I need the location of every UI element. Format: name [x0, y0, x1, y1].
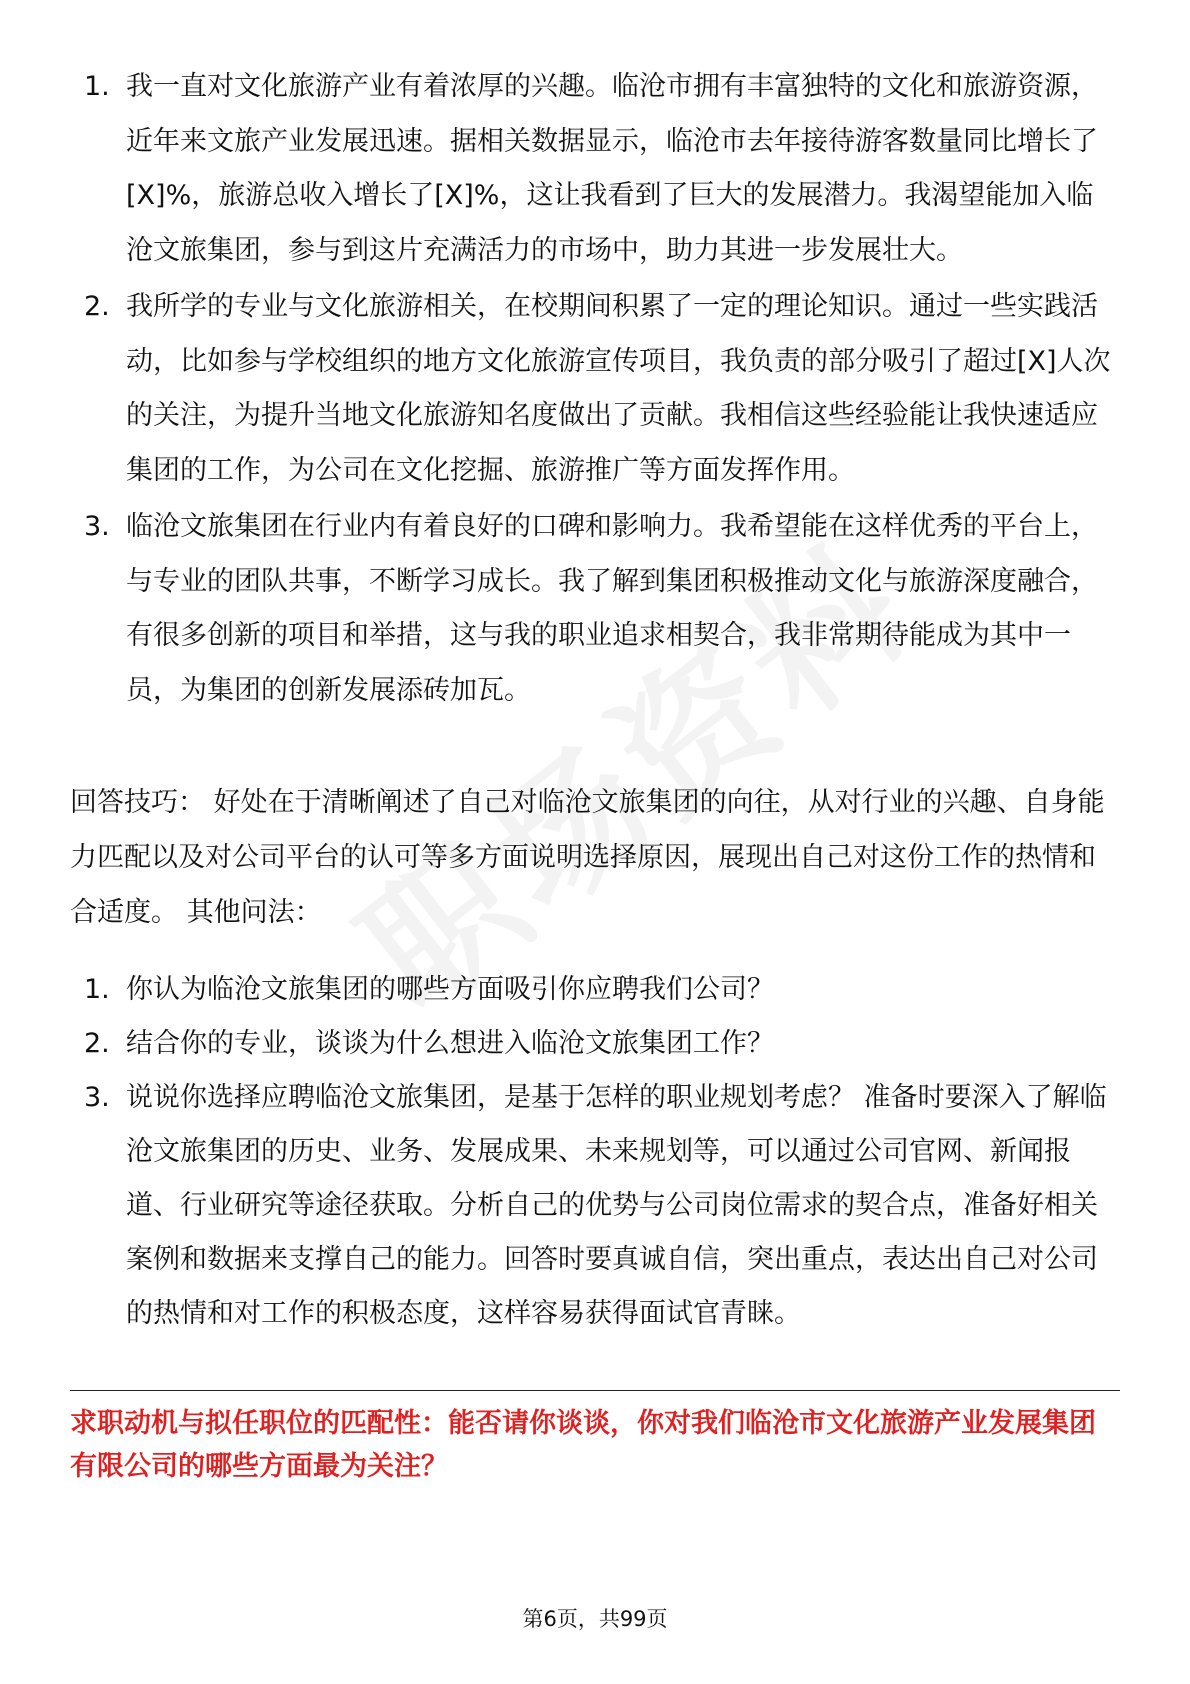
list-item-text: 你认为临沧文旅集团的哪些方面吸引你应聘我们公司？: [126, 974, 774, 1005]
list-item-text: 说说你选择应聘临沧文旅集团，是基于怎样的职业规划考虑？ 准备时要深入了解临沧文旅集团的历史、业务、发展成果、未来规划等，可以通过公司官网、新闻报道、行业研究等途径获取。分析自己的优势与公司岗位需求的契合点，准备好相关案例和数据来支撑自己的能力。回答时要真诚自信，突出重点，表达出自己对公司的热情和对工作的积极态度，这样容易获得面试官青睐。: [126, 1082, 1107, 1329]
list-item: [70, 280, 1120, 498]
list-item: [70, 1071, 1120, 1341]
list-number: 2.: [84, 1028, 110, 1059]
list-item-text: 我所学的专业与文化旅游相关，在校期间积累了一定的理论知识。通过一些实践活动，比如参与学校组织的地方文化旅游宣传项目，我负责的部分吸引了超过[X]人次的关注，为提升当地文化旅游知名度做出了贡献。我相信这些经验能让我快速适应集团的工作，为公司在文化挖掘、旅游推广等方面发挥作用。: [126, 291, 1111, 486]
list-item: [70, 500, 1120, 718]
list-number: 3.: [84, 1082, 110, 1113]
list-item: [70, 963, 1120, 1017]
list-number: 2.: [84, 291, 110, 322]
list-number: 1.: [84, 974, 110, 1005]
alternative-questions-list: [70, 963, 1120, 1341]
section-divider: [70, 1390, 1120, 1391]
list-item-text: 我一直对文化旅游产业有着浓厚的兴趣。临沧市拥有丰富独特的文化和旅游资源，近年来文旅产业发展迅速。据相关数据显示，临沧市去年接待游客数量同比增长了[X]%，旅游总收入增长了[X]%，这让我看到了巨大的发展潜力。我渴望能加入临沧文旅集团，参与到这片充满活力的市场中，助力其进一步发展壮大。: [126, 71, 1098, 266]
next-question-heading: 求职动机与拟任职位的匹配性：能否请你谈谈，你对我们临沧市文化旅游产业发展集团有限公司的哪些方面最为关注？: [70, 1408, 1096, 1482]
list-item-text: 结合你的专业，谈谈为什么想进入临沧文旅集团工作？: [126, 1028, 774, 1059]
answer-tips: 回答技巧： 好处在于清晰阐述了自己对临沧文旅集团的向往，从对行业的兴趣、自身能力匹配以及对公司平台的认可等多方面说明选择原因，展现出自己对这份工作的热情和合适度。 其他问法：: [70, 787, 1105, 928]
answer-list: [70, 60, 1120, 718]
list-number: 1.: [84, 71, 110, 102]
list-item: [70, 60, 1120, 278]
list-number: 3.: [84, 511, 110, 542]
list-item: [70, 1017, 1120, 1071]
list-item-text: 临沧文旅集团在行业内有着良好的口碑和影响力。我希望能在这样优秀的平台上，与专业的团队共事，不断学习成长。我了解到集团积极推动文化与旅游深度融合，有很多创新的项目和举措，这与我的职业追求相契合，我非常期待能成为其中一员，为集团的创新发展添砖加瓦。: [126, 511, 1098, 706]
page-number: 第6页，共99页: [522, 1607, 668, 1631]
